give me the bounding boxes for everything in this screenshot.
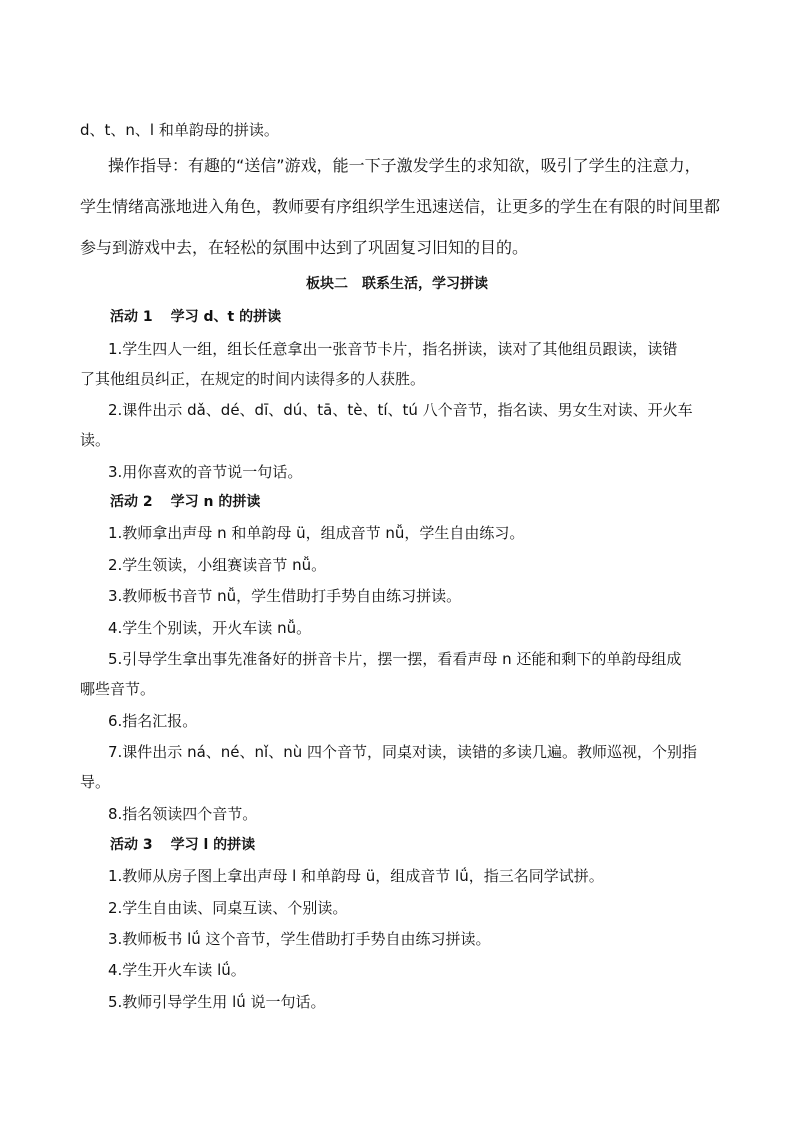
activity-2-step-1: 1.教师拿出声母 n 和单韵母 ü，组成音节 nǚ，学生自由练习。 [108, 524, 525, 542]
activity-3-label: 活动 3 [110, 837, 153, 853]
activity-2-step-5a: 5.引导学生拿出事先准备好的拼音卡片，摆一摆，看看声母 n 还能和剩下的单韵母组成 [108, 650, 682, 668]
activity-2-step-6: 6.指名汇报。 [108, 712, 198, 730]
activity-2-heading [110, 492, 260, 512]
activity-3-step-4: 4.学生开火车读 lǘ。 [108, 961, 246, 979]
activity-1-step-2a: 2.课件出示 dǎ、dé、dī、dú、tā、tè、tí、tú 八个音节，指名读、男女生对读、开火车 [108, 401, 693, 419]
activity-3-step-2: 2.学生自由读、同桌互读、个别读。 [108, 899, 348, 917]
activity-2-step-2: 2.学生领读，小组赛读音节 nǚ。 [108, 556, 327, 574]
activity-2-step-7b: 导。 [80, 773, 111, 791]
activity-1-title: 学习 d、t 的拼读 [170, 309, 282, 325]
activity-3-title: 学习 l 的拼读 [170, 837, 256, 853]
activity-1-label: 活动 1 [110, 309, 153, 325]
activity-2-step-3: 3.教师板书音节 nǚ，学生借助打手势自由练习拼读。 [108, 587, 462, 605]
intro-guidance-line-3: 参与到游戏中去，在轻松的氛围中达到了巩固复习旧知的目的。 [80, 238, 529, 257]
activity-3-heading [110, 835, 255, 855]
activity-2-step-7a: 7.课件出示 ná、né、nǐ、nù 四个音节，同桌对读，读错的多读几遍。教师巡视，个别指 [108, 743, 697, 761]
activity-2-step-4: 4.学生个别读，开火车读 nǚ。 [108, 619, 312, 637]
activity-1-step-1b: 了其他组员纠正，在规定的时间内读得多的人获胜。 [80, 370, 426, 388]
intro-guidance-line-1: 操作指导：有趣的“送信”游戏，能一下子激发学生的求知欲，吸引了学生的注意力， [108, 156, 701, 175]
intro-line-1: d、t、n、l 和单韵母的拼读。 [80, 121, 279, 139]
activity-1-step-2b: 读。 [80, 431, 111, 449]
activity-1-heading [110, 307, 281, 327]
activity-2-step-5b: 哪些音节。 [80, 680, 156, 698]
activity-2-title: 学习 n 的拼读 [170, 494, 261, 510]
activity-3-step-1: 1.教师从房子图上拿出声母 l 和单韵母 ü，组成音节 lǘ，指三名同学试拼。 [108, 867, 604, 885]
activity-2-step-8: 8.指名领读四个音节。 [108, 805, 258, 823]
activity-1-step-3: 3.用你喜欢的音节说一句话。 [108, 463, 303, 481]
section-title: 板块二 联系生活，学习拼读 [306, 276, 488, 292]
activity-1-step-1a: 1.学生四人一组，组长任意拿出一张音节卡片，指名拼读，读对了其他组员跟读，读错 [108, 340, 678, 358]
activity-2-label: 活动 2 [110, 494, 153, 510]
activity-3-step-5: 5.教师引导学生用 lǘ 说一句话。 [108, 993, 326, 1011]
intro-guidance-line-2: 学生情绪高涨地进入角色，教师要有序组织学生迅速送信，让更多的学生在有限的时间里都 [80, 197, 721, 216]
activity-3-step-3: 3.教师板书 lǘ 这个音节，学生借助打手势自由练习拼读。 [108, 930, 491, 948]
